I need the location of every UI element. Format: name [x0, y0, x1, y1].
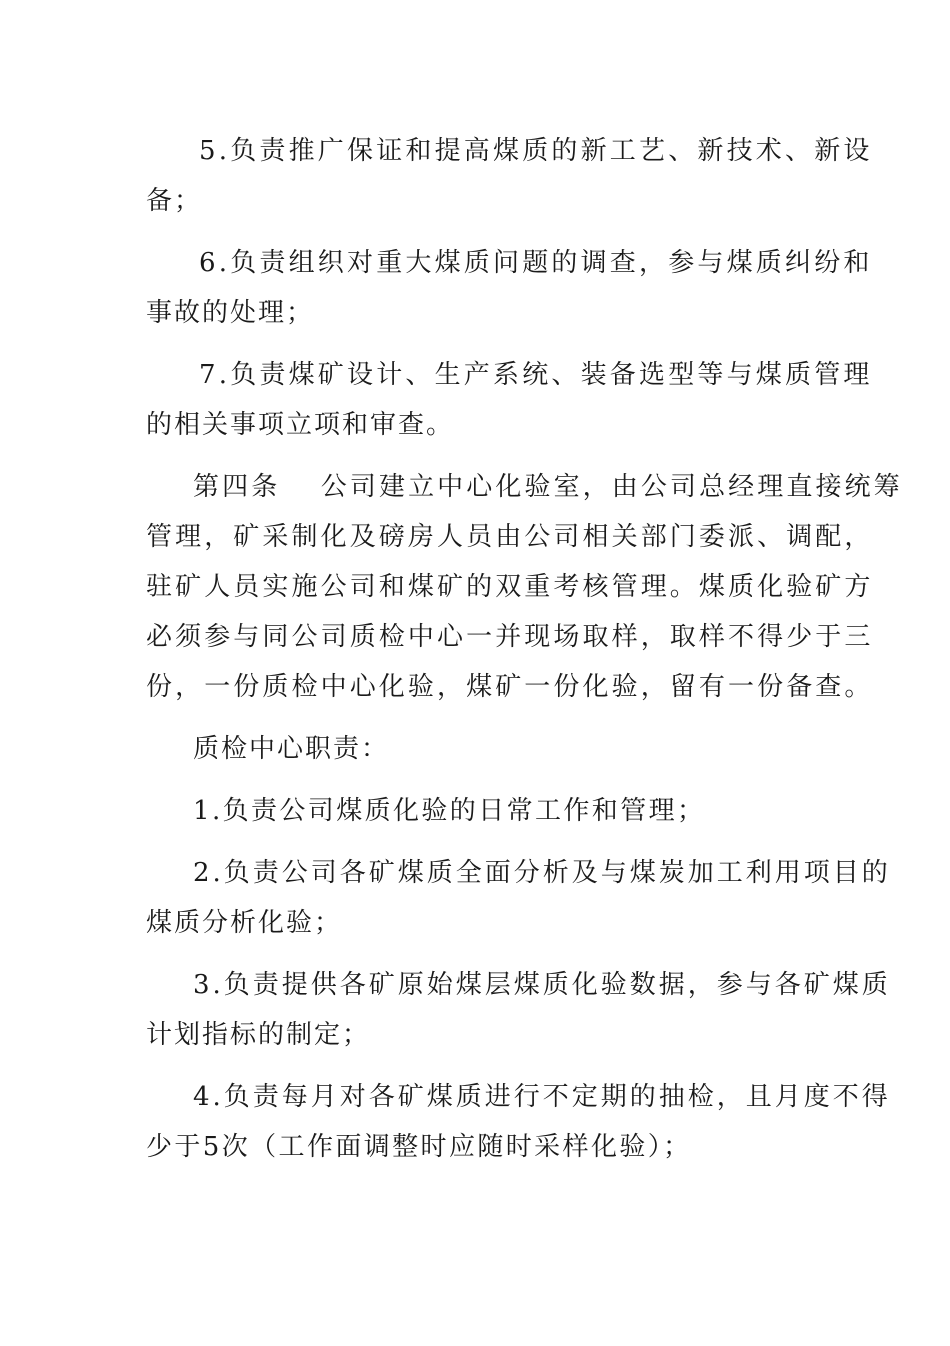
article-4-line-5: 份，一份质检中心化验，煤矿一份化验，留有一份备查。 [146, 672, 874, 702]
article-4-line-2: 管理，矿采制化及磅房人员由公司相关部门委派、调配， [146, 522, 874, 552]
article-4-line-3: 驻矿人员实施公司和煤矿的双重考核管理。煤质化验矿方 [146, 572, 874, 602]
qc-item-4-line-1: 4.负责每月对各矿煤质进行不定期的抽检，且月度不得 [193, 1082, 891, 1112]
item-7-line-1: 7.负责煤矿设计、生产系统、装备选型等与煤质管理 [199, 360, 873, 390]
item-7-line-2: 的相关事项立项和审查。 [146, 410, 455, 440]
qc-item-3-line-1: 3.负责提供各矿原始煤层煤质化验数据，参与各矿煤质 [193, 970, 891, 1000]
item-5-line-1: 5.负责推广保证和提高煤质的新工艺、新技术、新设 [199, 136, 873, 166]
item-6-line-1: 6.负责组织对重大煤质问题的调查，参与煤质纠纷和 [199, 248, 873, 278]
qc-item-2-line-2: 煤质分析化验； [146, 908, 343, 938]
qc-center-heading: 质检中心职责： [193, 734, 390, 764]
qc-item-1-line-1: 1.负责公司煤质化验的日常工作和管理； [193, 796, 706, 826]
article-4-line-4: 必须参与同公司质检中心一并现场取样，取样不得少于三 [146, 622, 874, 652]
item-5-line-2: 备； [146, 186, 203, 216]
qc-item-3-line-2: 计划指标的制定； [146, 1020, 371, 1050]
article-4-line-1: 第四条 公司建立中心化验室，由公司总经理直接统筹 [193, 472, 903, 502]
qc-item-2-line-1: 2.负责公司各矿煤质全面分析及与煤炭加工利用项目的 [193, 858, 891, 888]
item-6-line-2: 事故的处理； [146, 298, 315, 328]
qc-item-4-line-2: 少于5次（工作面调整时应随时采样化验）； [146, 1132, 692, 1162]
